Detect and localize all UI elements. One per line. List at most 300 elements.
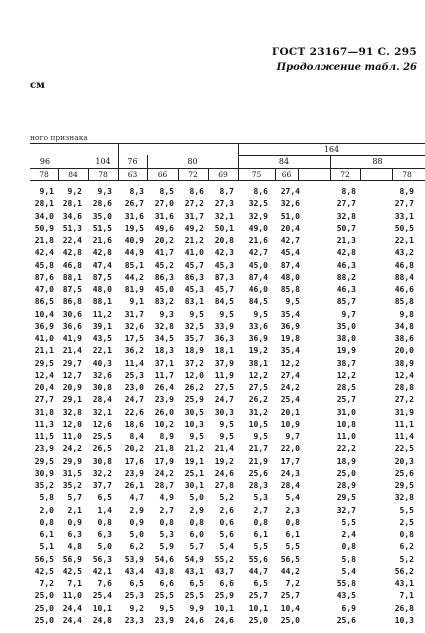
table-cell: 44,2 [280,566,300,576]
group-header-84: 84 [278,157,290,166]
table-cell: 1,4 [97,505,112,515]
table-cell: 43,1 [394,579,414,588]
sub-header: 78 [39,170,49,179]
table-cell: 11,1 [394,419,414,429]
table-cell: 25,3 [124,370,144,380]
table-cell: 28,9 [336,481,356,490]
table-cell: 31,7 [184,211,204,221]
table-cell: 42,5 [34,566,54,576]
table-cell: 29,5 [394,481,414,490]
table-cell: 54,6 [154,554,174,564]
table-cell: 5,9 [159,542,174,552]
table-cell: 9,5 [219,432,234,441]
table-cell: 9,9 [189,603,204,613]
table-cell: 20,3 [394,456,414,466]
table-cell: 31,8 [34,407,54,417]
table-cell: 36,9 [248,334,268,343]
table-cell: 12,0 [184,370,204,380]
table-cell: 19,1 [184,456,204,466]
table-cell: 6,1 [39,530,54,539]
table-cell: 45,3 [214,260,234,270]
sub-header: 72 [188,170,198,179]
table-cell: 36,2 [124,346,144,356]
table-cell: 42,8 [62,248,82,258]
table-cell: 34,0 [34,211,54,221]
table-cell: 50,7 [336,223,356,233]
table-cell: 9,3 [97,187,112,196]
sub-header: 69 [218,170,228,179]
table-cell: 6,6 [219,579,234,588]
table-cell: 5,0 [129,530,144,539]
table-cell: 9,5 [253,432,268,441]
table-cell: 45,4 [280,248,300,258]
table-cell: 9,1 [39,187,54,196]
table-cell: 43,7 [214,566,234,576]
table-rule-1 [238,155,425,156]
table-cell: 11,9 [214,370,234,380]
table-cell: 0,8 [341,542,356,552]
col-divider [298,168,299,180]
data-column-9 [274,186,300,627]
table-cell: 5,3 [253,493,268,503]
table-cell: 5,0 [97,542,112,552]
table-cell: 11,7 [154,370,174,380]
table-cell: 6,5 [129,579,144,588]
table-cell: 32,5 [248,199,268,209]
table-cell: 43,8 [154,566,174,576]
table-cell: 4,9 [159,493,174,503]
table-cell: 10,2 [154,419,174,429]
table-cell: 51,0 [280,211,300,221]
table-cell: 38,0 [336,334,356,343]
table-cell: 24,2 [154,468,174,478]
table-cell: 20,2 [154,236,174,245]
table-cell: 42,3 [214,248,234,258]
table-cell: 12,2 [336,370,356,380]
table-cell: 32,8 [62,407,82,417]
table-rule-3 [30,180,425,181]
data-column-2 [58,186,82,627]
data-column-7 [208,186,234,627]
table-cell: 50,9 [34,223,54,233]
table-cell: 43,5 [336,591,356,601]
table-cell: 26,5 [92,444,112,454]
table-cell: 11,2 [92,309,112,319]
table-cell: 28,7 [154,481,174,490]
table-cell: 11,4 [394,432,414,441]
table-cell: 17,5 [124,334,144,343]
page-header: ГОСТ 23167—91 С. 295 [271,46,417,58]
table-cell: 22,5 [394,444,414,454]
table-cell: 6,5 [189,579,204,588]
table-cell: 50,1 [214,223,234,233]
table-cell: 32,2 [92,468,112,478]
table-cell: 17,9 [154,456,174,466]
table-cell: 29,1 [62,395,82,405]
table-cell: 5,5 [285,542,300,552]
table-cell: 0,8 [285,517,300,527]
table-cell: 32,9 [248,211,268,221]
table-cell: 5,5 [399,505,414,515]
sub-header: 78 [402,170,412,179]
table-cell: 6,6 [159,579,174,588]
table-cell: 55,8 [336,579,356,588]
table-cell: 10,4 [280,603,300,613]
table-cell: 23,0 [124,383,144,392]
table-cell: 35,7 [184,334,204,343]
table-cell: 23,9 [124,468,144,478]
table-cell: 32,6 [280,199,300,209]
table-cell: 28,8 [394,383,414,392]
table-cell: 21,3 [336,236,356,245]
table-cell: 22,6 [124,407,144,417]
table-cell: 9,5 [219,419,234,429]
table-cell: 32,5 [184,321,204,331]
table-cell: 88,4 [394,272,414,282]
table-cell: 41,9 [62,334,82,343]
table-cell: 11,0 [62,432,82,441]
table-cell: 18,9 [184,346,204,356]
table-cell: 31,9 [394,407,414,417]
table-cell: 27,0 [154,199,174,209]
group-header-104: 104 [95,157,111,166]
table-cell: 24,2 [280,383,300,392]
table-cell: 21,4 [214,444,234,454]
table-cell: 2,9 [189,505,204,515]
data-column-8 [240,186,268,627]
table-cell: 34,8 [394,321,414,331]
group-header-88: 88 [372,157,383,166]
table-cell: 5,0 [189,493,204,503]
table-cell: 29,5 [34,358,54,368]
table-cell: 9,2 [67,187,82,196]
table-cell: 6,3 [97,530,112,539]
table-cell: 44,7 [248,566,268,576]
table-cell: 20,4 [34,383,54,392]
table-cell: 9,1 [129,297,144,307]
table-cell: 5,1 [39,542,54,552]
table-cell: 0,9 [129,517,144,527]
table-cell: 20,1 [280,407,300,417]
table-cell: 9,5 [189,309,204,319]
table-cell: 86,8 [62,297,82,307]
table-cell: 35,0 [336,321,356,331]
table-cell: 4,8 [67,542,82,552]
table-cell: 20,2 [124,444,144,454]
table-cell: 56,2 [394,566,414,576]
table-cell: 8,8 [341,187,356,196]
table-cell: 7,2 [285,579,300,588]
table-cell: 0,8 [189,517,204,527]
table-cell: 51,3 [62,223,82,233]
table-cell: 25,5 [92,432,112,441]
table-cell: 22,0 [280,444,300,454]
table-cell: 85,7 [336,297,356,307]
table-cell: 5,8 [341,554,356,564]
table-cell: 18,9 [336,456,356,466]
table-cell: 8,6 [189,187,204,196]
table-cell: 23,3 [124,615,144,625]
table-cell: 2,0 [39,505,54,515]
table-cell: 10,3 [394,615,414,625]
table-cell: 12,0 [62,419,82,429]
table-cell: 27,4 [280,370,300,380]
table-cell: 2,7 [159,505,174,515]
table-cell: 5,5 [253,542,268,552]
table-cell: 25,6 [248,468,268,478]
table-cell: 40,3 [92,358,112,368]
table-cell: 49,6 [154,223,174,233]
table-cell: 5,8 [39,493,54,503]
table-cell: 5,2 [219,493,234,503]
sub-header: 75 [251,170,262,179]
table-cell: 20,4 [280,223,300,233]
table-cell: 27,2 [394,395,414,405]
table-cell: 35,4 [280,309,300,319]
sub-header: 84 [68,170,78,179]
table-cell: 10,8 [336,419,356,429]
table-cell: 42,5 [62,566,82,576]
table-cell: 19,2 [214,456,234,466]
table-cell: 24,4 [62,615,82,625]
table-cell: 29,5 [34,456,54,466]
table-cell: 32,6 [124,321,144,331]
table-cell: 20,9 [62,383,82,392]
table-cell: 21,2 [184,236,204,245]
table-cell: 49,0 [248,223,268,233]
table-cell: 25,0 [280,615,300,625]
table-cell: 25,7 [280,591,300,601]
table-cell: 28,1 [62,199,82,209]
table-cell: 0,8 [97,517,112,527]
table-cell: 45,7 [184,260,204,270]
table-cell: 42,8 [336,248,356,258]
table-cell: 26,7 [124,199,144,209]
table-cell: 26,2 [248,395,268,405]
table-cell: 88,1 [92,297,112,307]
table-cell: 45,7 [214,285,234,294]
table-cell: 8,5 [159,187,174,196]
table-cell: 19,9 [336,346,356,356]
table-cell: 20,0 [394,346,414,356]
table-cell: 9,7 [341,309,356,319]
table-cell: 37,1 [154,358,174,368]
table-cell: 35,2 [62,481,82,490]
table-cell: 6,0 [189,530,204,539]
table-cell: 32,7 [336,505,356,515]
table-cell: 12,7 [62,370,82,380]
table-cell: 41,7 [154,248,174,258]
table-cell: 30,1 [184,481,204,490]
table-cell: 26,1 [124,481,144,490]
data-column-5 [148,186,174,627]
table-cell: 9,7 [285,432,300,441]
table-cell: 86,5 [34,297,54,307]
table-cell: 2,7 [253,505,268,515]
data-column-3 [88,186,112,627]
table-cell: 21,8 [154,444,174,454]
table-cell: 17,6 [124,456,144,466]
table-cell: 5,4 [285,493,300,503]
col-divider [360,168,361,180]
table-cell: 26,2 [184,383,204,392]
table-cell: 21,9 [248,456,268,466]
table-top-rule [30,143,425,144]
table-cell: 2,5 [399,517,414,527]
table-cell: 25,9 [184,395,204,405]
table-cell: 9,8 [399,309,414,319]
table-cell: 18,3 [154,346,174,356]
table-cell: 20,8 [214,236,234,245]
table-cell: 85,1 [124,260,144,270]
table-cell: 35,2 [34,481,54,490]
table-cell: 24,7 [214,395,234,405]
table-cell: 11,4 [124,358,144,368]
table-cell: 55,2 [214,554,234,564]
table-cell: 9,5 [253,309,268,319]
table-cell: 36,3 [214,334,234,343]
table-cell: 87,4 [248,272,268,282]
table-cell: 25,4 [92,591,112,601]
table-cell: 41,0 [184,248,204,258]
table-cell: 25,7 [248,591,268,601]
table-cell: 38,1 [248,358,268,368]
table-cell: 19,2 [248,346,268,356]
table-cell: 37,2 [184,358,204,368]
table-cell: 43,4 [124,566,144,576]
table-cell: 44,2 [124,272,144,282]
table-cell: 27,3 [214,199,234,209]
table-cell: 34,5 [154,334,174,343]
table-cell: 46,6 [394,285,414,294]
table-cell: 31,7 [124,309,144,319]
table-cell: 31,2 [248,407,268,417]
table-cell: 21,7 [248,444,268,454]
table-cell: 9,5 [285,297,300,307]
table-cell: 24,3 [280,468,300,478]
table-cell: 51,5 [92,223,112,233]
table-cell: 30,5 [184,407,204,417]
table-cell: 5,7 [67,493,82,503]
table-cell: 21,6 [248,236,268,245]
table-cell: 27,8 [214,481,234,490]
table-cell: 33,9 [214,321,234,331]
table-cell: 5,7 [189,542,204,552]
table-cell: 42,7 [280,236,300,245]
table-cell: 31,6 [124,211,144,221]
table-cell: 88,1 [62,272,82,282]
table-cell: 11,0 [62,591,82,601]
table-cell: 45,0 [248,260,268,270]
table-cell: 24,7 [124,395,144,405]
table-cell: 37,9 [214,358,234,368]
table-cell: 46,3 [336,285,356,294]
table-cell: 6,2 [399,542,414,552]
table-cell: 48,0 [92,285,112,294]
sub-header: 66 [157,170,168,179]
table-cell: 12,4 [394,370,414,380]
table-cell: 84,5 [214,297,234,307]
table-cell: 0,6 [219,517,234,527]
table-cell: 27,7 [394,199,414,209]
table-cell: 28,6 [92,199,112,209]
table-cell: 8,3 [129,187,144,196]
table-cell: 87,5 [92,272,112,282]
table-cell: 8,6 [253,187,268,196]
table-cell: 21,6 [92,236,112,245]
table-cell: 27,2 [184,199,204,209]
table-cell: 0,8 [39,517,54,527]
table-cell: 45,8 [34,260,54,270]
table-cell: 32,1 [214,211,234,221]
table-cell: 87,5 [62,285,82,294]
data-column-10 [330,186,356,627]
data-column-6 [178,186,204,627]
table-cell: 2,9 [129,505,144,515]
table-cell: 25,6 [336,615,356,625]
table-cell: 83,1 [184,297,204,307]
table-cell: 45,2 [154,260,174,270]
table-cell: 12,6 [92,419,112,429]
table-cell: 30,8 [92,456,112,466]
table-cell: 56,9 [62,554,82,564]
table-cell: 12,4 [34,370,54,380]
table-cell: 44,9 [124,248,144,258]
table-cell: 55,6 [248,554,268,564]
table-cell: 10,5 [248,419,268,429]
sub-header: 63 [127,170,138,179]
table-cell: 46,8 [62,260,82,270]
table-cell: 22,1 [92,346,112,356]
table-cell: 26,0 [154,407,174,417]
table-cell: 0,8 [399,530,414,539]
table-cell: 87,6 [34,272,54,282]
table-cell: 88,2 [336,272,356,282]
table-cell: 8,7 [219,187,234,196]
data-column-11 [388,186,414,627]
table-cell: 37,7 [92,481,112,490]
table-cell: 24,6 [214,615,234,625]
table-cell: 25,0 [34,603,54,613]
table-cell: 46,3 [336,260,356,270]
table-rule-2 [30,168,425,169]
table-cell: 19,8 [280,334,300,343]
table-cell: 25,0 [336,468,356,478]
sub-header: 72 [340,170,350,179]
table-cell: 56,5 [280,554,300,564]
table-cell: 85,8 [394,297,414,307]
table-cell: 46,0 [248,285,268,294]
table-cell: 38,7 [336,358,356,368]
table-cell: 17,7 [280,456,300,466]
table-cell: 25,0 [34,591,54,601]
table-cell: 29,5 [336,493,356,503]
table-cell: 6,5 [253,579,268,588]
table-cell: 31,0 [336,407,356,417]
table-cell: 19,5 [124,223,144,233]
table-cell: 12,2 [280,358,300,368]
table-cell: 32,8 [336,211,356,221]
table-cell: 18,1 [214,346,234,356]
table-cell: 28,5 [336,383,356,392]
table-cell: 5,6 [219,530,234,539]
table-cell: 0,8 [253,517,268,527]
table-cell: 25,0 [34,615,54,625]
table-cell: 38,9 [394,358,414,368]
table-cell: 36,9 [34,321,54,331]
table-cell: 28,4 [280,481,300,490]
table-cell: 9,5 [159,603,174,613]
